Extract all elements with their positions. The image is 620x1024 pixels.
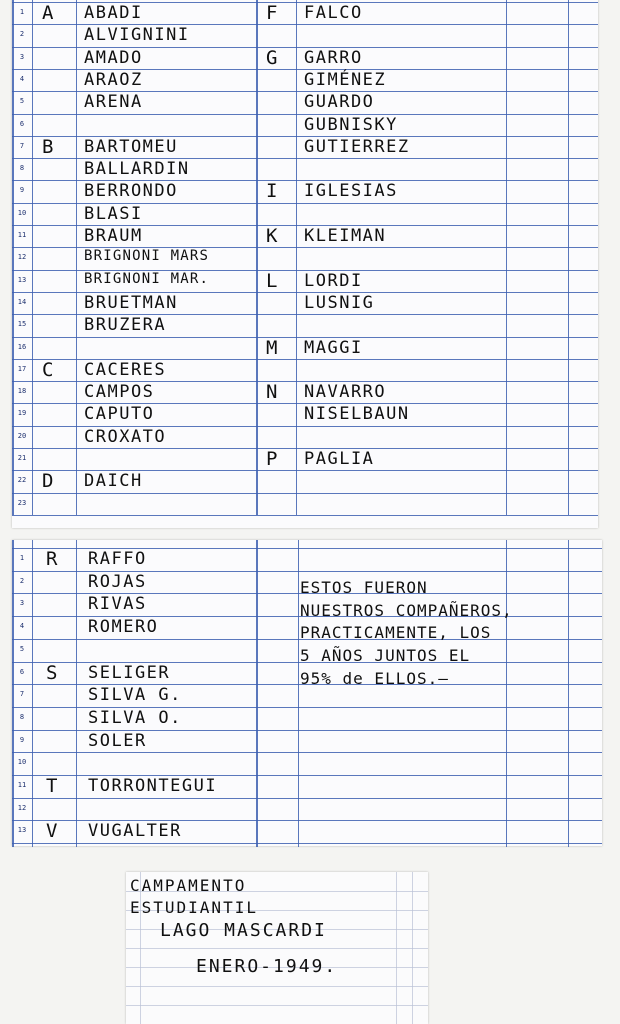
index-letter: S	[46, 661, 58, 684]
student-name: ROMERO	[88, 617, 159, 638]
column-line	[76, 540, 77, 847]
handwritten-note-line: NUESTROS COMPAÑEROS,	[300, 600, 513, 620]
handwritten-note-line: 95% de ELLOS.—	[300, 668, 449, 688]
row-number: 13	[17, 275, 27, 284]
student-name: RIVAS	[88, 594, 147, 615]
column-line	[506, 0, 507, 515]
index-letter: K	[266, 225, 278, 247]
student-name: DAICH	[84, 471, 143, 492]
row-number: 12	[17, 803, 27, 812]
card-grid-line	[126, 1005, 428, 1006]
row-number: 22	[17, 476, 27, 485]
student-name: GUTIERREZ	[304, 136, 410, 157]
ruling-line	[12, 752, 602, 753]
row-number: 6	[19, 119, 25, 128]
ruling-line	[12, 798, 602, 799]
index-letter: F	[266, 2, 278, 24]
row-number: 8	[19, 712, 25, 721]
student-name: SELIGER	[88, 662, 171, 683]
ruling-line	[12, 493, 598, 494]
student-name: GUBNISKY	[304, 114, 398, 135]
column-line	[298, 540, 299, 847]
column-line	[568, 0, 569, 515]
column-line	[506, 540, 507, 847]
student-name: MAGGI	[304, 337, 363, 358]
student-name: CAPUTO	[84, 404, 155, 425]
student-name: BLASI	[84, 203, 143, 224]
student-name: AMADO	[84, 47, 143, 68]
row-number: 4	[19, 622, 25, 631]
row-number: 16	[17, 342, 27, 351]
column-line	[256, 0, 258, 515]
student-name: TORRONTEGUI	[88, 776, 218, 796]
index-letter: D	[42, 470, 54, 493]
student-name: VUGALTER	[88, 821, 182, 842]
index-letter: P	[266, 448, 278, 470]
name-list-sheet-1	[12, 0, 598, 528]
row-number: 8	[19, 164, 25, 173]
row-number: 21	[17, 454, 27, 462]
student-name: SILVA O.	[88, 707, 182, 728]
student-name: GUARDO	[304, 92, 375, 113]
camp-card	[126, 872, 428, 1024]
index-letter: L	[266, 269, 278, 292]
row-number: 10	[17, 208, 27, 217]
student-name: ARENA	[84, 92, 143, 113]
index-letter: A	[42, 2, 54, 24]
index-letter: M	[266, 336, 278, 359]
student-name: LORDI	[304, 270, 363, 291]
ruling-line	[12, 843, 602, 844]
handwritten-note-line: 5 AÑOS JUNTOS EL	[300, 646, 471, 666]
row-number: 7	[19, 141, 25, 150]
ruling-line	[12, 515, 598, 516]
index-letter: B	[42, 135, 54, 158]
row-number: 9	[19, 735, 25, 744]
row-number: 14	[17, 297, 27, 306]
student-name: GARRO	[304, 47, 363, 68]
row-number: 23	[17, 498, 27, 507]
student-name: SILVA G.	[88, 685, 182, 706]
student-name: ABADI	[84, 3, 143, 23]
column-line	[12, 0, 14, 515]
column-line	[296, 0, 297, 515]
row-number: 7	[19, 690, 25, 699]
student-name: BRIGNONI MARS	[84, 248, 210, 265]
student-name: SOLER	[88, 730, 147, 751]
index-letter: C	[42, 358, 54, 381]
row-number: 11	[17, 231, 27, 239]
name-list-sheet-2	[12, 540, 602, 846]
card-grid-line	[126, 986, 428, 987]
column-line	[32, 540, 33, 847]
row-number: 19	[17, 409, 27, 418]
row-number: 5	[19, 97, 25, 106]
student-name: ALVIGNINI	[84, 25, 190, 46]
student-name: BARTOMEU	[84, 136, 178, 157]
row-number: 10	[17, 758, 27, 767]
student-name: CAMPOS	[84, 382, 155, 403]
row-number: 9	[19, 186, 25, 195]
student-name: BRIGNONI MAR.	[84, 270, 210, 287]
row-number: 2	[19, 30, 25, 39]
column-line	[76, 0, 77, 515]
row-number: 1	[19, 8, 25, 16]
handwritten-note-line: PRACTICAMENTE, LOS	[300, 623, 492, 643]
row-number: 15	[17, 320, 27, 329]
row-number: 13	[17, 826, 27, 835]
card-line-2: ESTUDIANTIL	[130, 898, 258, 917]
student-name: BALLARDIN	[84, 159, 190, 180]
row-number: 3	[19, 599, 25, 608]
student-name: RAFFO	[88, 549, 147, 569]
card-line-4: ENERO-1949.	[196, 956, 338, 977]
row-number: 18	[17, 387, 27, 396]
index-letter: I	[266, 180, 278, 203]
card-line-1: CAMPAMENTO	[130, 876, 247, 895]
index-letter: G	[266, 46, 278, 69]
student-name: NISELBAUN	[304, 404, 410, 425]
row-number: 12	[17, 253, 27, 262]
student-name: LUSNIG	[304, 292, 375, 313]
student-name: CACERES	[84, 359, 167, 380]
row-number: 5	[19, 644, 25, 653]
student-name: ARAOZ	[84, 69, 143, 90]
card-line-3: LAGO MASCARDI	[160, 920, 327, 941]
student-name: PAGLIA	[304, 449, 375, 469]
row-number: 17	[17, 364, 27, 373]
column-line	[256, 540, 258, 847]
column-line	[32, 0, 33, 515]
student-name: CROXATO	[84, 426, 167, 447]
student-name: IGLESIAS	[304, 181, 398, 202]
student-name: NAVARRO	[304, 382, 387, 403]
index-letter: N	[266, 381, 278, 404]
student-name: BRAUM	[84, 226, 143, 246]
card-grid-line	[126, 948, 428, 949]
student-name: GIMÉNEZ	[304, 69, 387, 90]
handwritten-note-line: ESTOS FUERON	[300, 578, 428, 597]
index-letter: T	[46, 775, 58, 797]
row-number: 3	[19, 52, 25, 61]
column-line	[568, 540, 569, 847]
student-name: KLEIMAN	[304, 226, 387, 246]
student-name: BRUETMAN	[84, 292, 178, 313]
row-number: 20	[17, 431, 27, 440]
row-number: 1	[19, 554, 25, 562]
index-letter: R	[46, 548, 58, 570]
student-name: BERRONDO	[84, 181, 178, 202]
row-number: 6	[19, 667, 25, 676]
row-number: 4	[19, 74, 25, 83]
row-number: 2	[19, 576, 25, 585]
row-number: 11	[17, 781, 27, 789]
column-line	[12, 540, 14, 847]
student-name: FALCO	[304, 3, 363, 23]
student-name: BRUZERA	[84, 315, 167, 336]
index-letter: V	[46, 820, 58, 843]
student-name: ROJAS	[88, 571, 147, 592]
